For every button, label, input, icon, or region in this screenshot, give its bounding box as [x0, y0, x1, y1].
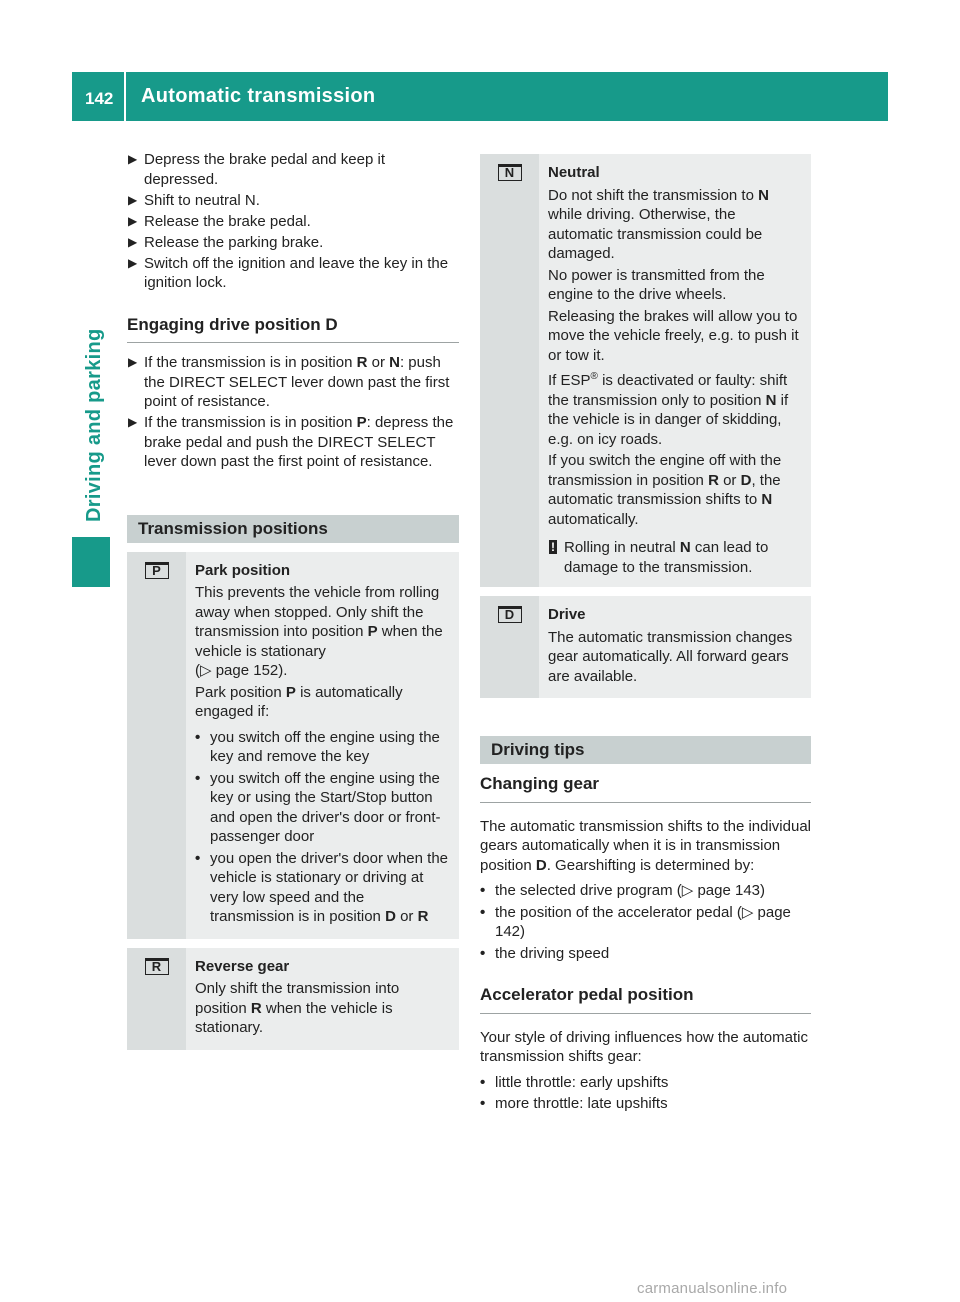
instruction-step: ▶ If the transmission is in position R or N: push the DIRECT SELECT lever down past the first point of resistance. — [128, 354, 450, 410]
row-title: Neutral — [548, 164, 600, 181]
table-cell — [539, 154, 811, 587]
step-arrow-icon: ▶ — [128, 192, 138, 207]
row-text: If ESP® is deactivated or faulty: shift the transmission only to position N if the vehicle is in danger of skidding, e.g. on icy roads. — [548, 371, 789, 448]
section-banner-driving-tips: Driving tips — [480, 736, 811, 764]
header-divider — [124, 72, 126, 121]
instruction-step: ▶ Release the parking brake. — [128, 233, 324, 251]
neutral-gear-icon: N — [498, 164, 522, 181]
reverse-gear-icon: R — [145, 958, 169, 975]
list-item: • you switch off the engine using the key and remove the key — [195, 728, 440, 765]
row-title: Drive — [548, 606, 586, 623]
watermark: carmanualsonline.info — [637, 1280, 788, 1297]
transmission-positions-table — [127, 552, 459, 1050]
bullet-icon: • — [480, 1073, 486, 1091]
table-row — [127, 948, 459, 1050]
gear-icon-cell — [127, 948, 186, 1050]
left-column — [127, 150, 459, 1050]
chapter-side-marker — [72, 537, 110, 587]
instruction-step: ▶ Switch off the ignition and leave the key in the ignition lock. — [128, 254, 449, 291]
warning-icon: ! — [551, 540, 555, 554]
section-heading-accelerator-pedal: Accelerator pedal position — [480, 985, 811, 1014]
bullet-icon: • — [480, 903, 486, 921]
row-text: Releasing the brakes will allow you to move the vehicle freely, e.g. to push it or tow it. — [548, 307, 799, 364]
page-reference-link[interactable]: (▷ page 152). — [195, 662, 288, 679]
gear-icon-cell — [480, 596, 539, 698]
warning-note: ! Rolling in neutral N can lead to damage to the transmission. — [551, 539, 769, 576]
row-text: Only shift the transmission into position R when the vehicle is stationary. — [195, 980, 400, 1036]
instruction-step: ▶ If the transmission is in position P: depress the brake pedal and push the DIRECT SELECT lever down past the first point of resistance. — [128, 414, 454, 470]
instruction-step: ▶ Shift to neutral N. — [128, 191, 260, 209]
table-cell — [539, 596, 811, 698]
row-text: Park position P is automatically engaged if: — [195, 683, 403, 720]
step-arrow-icon: ▶ — [128, 152, 138, 166]
row-title: Park position — [195, 561, 291, 579]
list-item: • little throttle: early upshifts — [480, 1073, 669, 1091]
row-text: If you switch the engine off with the transmission in position R or D, the automatic transmission shifts to N automatically. — [548, 452, 782, 528]
list-item: • the selected drive program (▷ page 143) — [480, 882, 766, 899]
gear-icon-cell — [127, 552, 186, 939]
gear-icon-cell — [480, 154, 539, 587]
paragraph: Your style of driving influences how the automatic transmission shifts gear: — [480, 1028, 808, 1065]
bullet-icon: • — [195, 728, 201, 746]
bullet-icon: • — [195, 849, 201, 867]
section-heading-changing-gear: Changing gear — [480, 774, 811, 803]
table-cell — [186, 552, 459, 939]
table-row — [127, 552, 459, 948]
drive-gear-icon: D — [498, 606, 522, 623]
row-text: The automatic transmission changes gear automatically. All forward gears are available. — [548, 628, 793, 685]
row-title: Reverse gear — [195, 957, 290, 975]
bullet-icon: • — [480, 882, 486, 899]
step-arrow-icon: ▶ — [128, 355, 138, 369]
row-text: This prevents the vehicle from rolling away when stopped. Only shift the transmission into position P when the vehicle is stationary (▷ page 152). — [195, 584, 443, 679]
row-text: No power is transmitted from the engine to the drive wheels. — [548, 266, 765, 303]
step-arrow-icon: ▶ — [128, 255, 138, 270]
instruction-step: ▶ Depress the brake pedal and keep it depressed. — [128, 151, 385, 188]
page-header — [72, 72, 888, 121]
chapter-side-label: Driving and parking — [83, 328, 105, 522]
list-item: • you switch off the engine using the key or using the Start/Stop button and open the driver's door or front-passenger door — [195, 769, 441, 845]
paragraph: The automatic transmission shifts to the individual gears automatically when it is in transmission position D. Gearshifting is determined by: — [480, 817, 811, 874]
bullet-icon: • — [480, 1095, 486, 1112]
step-arrow-icon: ▶ — [128, 213, 138, 228]
transmission-positions-table-continued — [480, 154, 811, 698]
list-item: • the driving speed — [480, 944, 610, 962]
list-item: • you open the driver's door when the vehicle is stationary or driving at very low speed and the transmission is in position D or R — [195, 849, 449, 925]
section-banner-transmission-positions: Transmission positions — [127, 515, 459, 543]
table-row — [480, 596, 811, 698]
park-gear-icon: P — [145, 562, 169, 579]
row-text: Do not shift the transmission to N while driving. Otherwise, the automatic transmission could be damaged. — [548, 186, 769, 262]
page-title: Automatic transmission — [141, 85, 376, 107]
list-item: • the position of the accelerator pedal (▷ page 142) — [480, 903, 791, 940]
table-cell — [186, 948, 459, 1050]
bullet-icon: • — [480, 944, 486, 962]
section-heading-engaging-drive: Engaging drive position D — [127, 315, 459, 344]
right-column — [480, 154, 811, 1116]
table-row — [480, 154, 811, 596]
page-number: 142 — [85, 89, 114, 108]
instruction-step: ▶ Release the brake pedal. — [128, 212, 311, 230]
list-item: • more throttle: late upshifts — [480, 1095, 668, 1112]
step-arrow-icon: ▶ — [128, 415, 138, 429]
step-arrow-icon: ▶ — [128, 234, 138, 249]
bullet-icon: • — [195, 769, 201, 787]
